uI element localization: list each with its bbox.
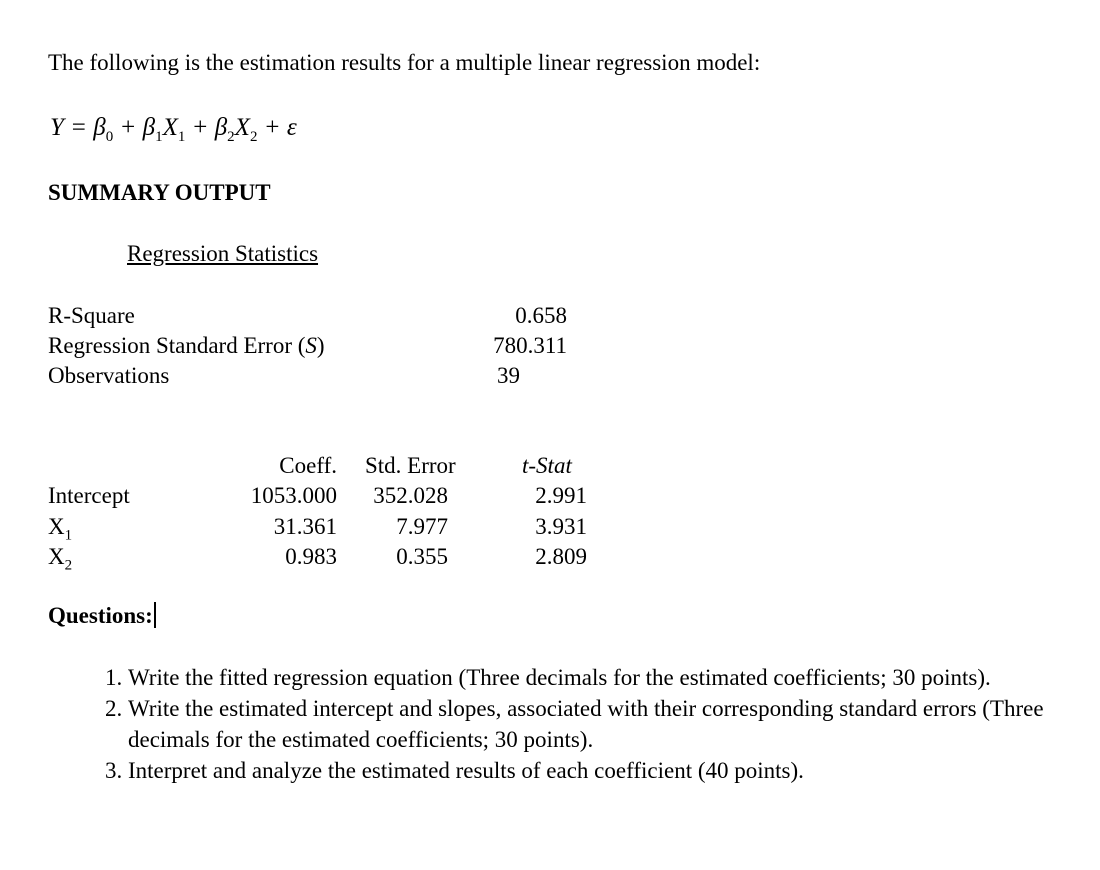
t-value: 2.809 <box>535 544 587 569</box>
stat-label: Observations <box>48 363 170 388</box>
model-equation: $Y = \beta_0 + \beta_1X_1 + \beta_2X_2 + \varepsilon$ <box>50 114 297 145</box>
header-coeff: Coeff. <box>279 453 337 478</box>
se-value: 0.355 <box>396 544 448 569</box>
t-value: 3.931 <box>535 514 587 539</box>
questions-title[interactable]: Questions: <box>48 602 156 630</box>
text-cursor <box>154 602 156 628</box>
question-item: 3. Interpret and analyze the estimated results of each coefficient (40 points). <box>128 755 1088 786</box>
t-value: 2.991 <box>535 483 587 508</box>
question-item: 2. Write the estimated intercept and slopes, associated with their corresponding standard errors (Three decimals for the estimated coefficients; 30 points). <box>128 693 1088 755</box>
row-name: Intercept <box>48 483 130 508</box>
question-item: 1. Write the fitted regression equation (Three decimals for the estimated coefficients; 30 points). <box>128 662 1088 693</box>
intro-text: The following is the estimation results for a multiple linear regression model: <box>48 50 761 75</box>
row-name: $X_2$ <box>48 544 73 574</box>
stat-value: 39 <box>497 363 520 388</box>
stat-label: R-Square <box>48 303 135 328</box>
stat-label: Regression Standard Error (S) <box>48 333 325 358</box>
header-std-error: Std. Error <box>365 453 456 478</box>
stat-value: 0.658 <box>515 303 567 328</box>
coef-value: 0.983 <box>285 544 337 569</box>
summary-title: SUMMARY OUTPUT <box>48 180 271 205</box>
se-value: 7.977 <box>396 514 448 539</box>
se-value: 352.028 <box>373 483 448 508</box>
regression-statistics-heading: Regression Statistics <box>127 241 319 266</box>
row-name: $X_1$ <box>48 514 73 544</box>
header-t-stat: t-Stat <box>522 453 572 478</box>
questions-list <box>90 662 1088 786</box>
coef-value: 1053.000 <box>250 483 337 508</box>
stat-value: 780.311 <box>493 333 567 358</box>
coef-value: 31.361 <box>273 514 337 539</box>
